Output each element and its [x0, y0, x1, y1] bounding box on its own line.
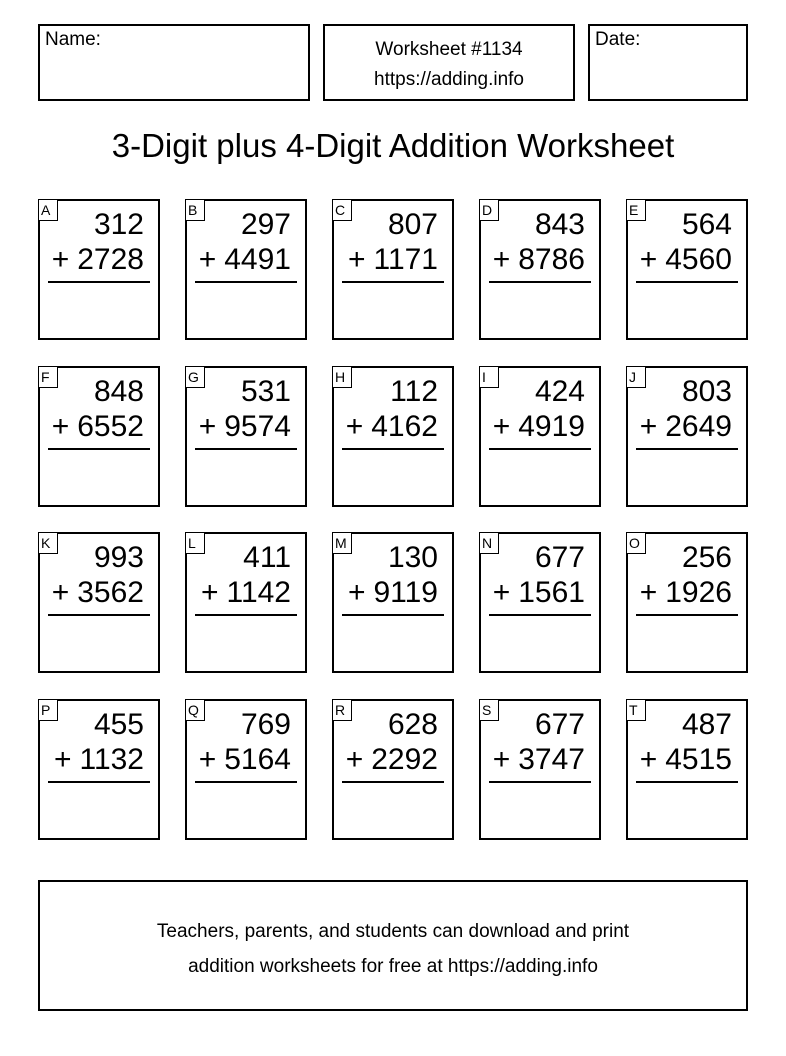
problem-label: S: [479, 699, 499, 721]
answer-line: [489, 448, 591, 450]
bottom-addend: 4919: [518, 410, 585, 443]
problem-label: C: [332, 199, 352, 221]
answer-line: [48, 614, 150, 616]
footer-box: [38, 880, 748, 1011]
problem-card: [479, 366, 601, 507]
problem-label: G: [185, 366, 205, 388]
answer-line: [342, 448, 444, 450]
bottom-addend: 1926: [665, 576, 732, 609]
top-addend: 769: [240, 708, 291, 741]
top-addend: 531: [240, 375, 291, 408]
plus-operator: +: [198, 743, 217, 776]
problem-label: F: [38, 366, 58, 388]
top-addend: 312: [93, 208, 144, 241]
problem-card: [38, 532, 160, 673]
top-addend: 487: [681, 708, 732, 741]
answer-line: [48, 448, 150, 450]
problem-label: J: [626, 366, 646, 388]
problem-label: B: [185, 199, 205, 221]
plus-operator: +: [345, 743, 364, 776]
problem-label: E: [626, 199, 646, 221]
problem-card: [38, 366, 160, 507]
bottom-addend-line: [52, 243, 144, 277]
problem-label: Q: [185, 699, 205, 721]
problem-card: [332, 532, 454, 673]
bottom-addend: 4491: [224, 243, 291, 276]
website-link[interactable]: https://adding.info: [374, 69, 524, 90]
problem-label: I: [479, 366, 499, 388]
problem-card: [626, 532, 748, 673]
bottom-addend: 3747: [518, 743, 585, 776]
bottom-addend: 6552: [77, 410, 144, 443]
problem-card: [332, 699, 454, 840]
bottom-addend-line: [52, 576, 144, 610]
bottom-addend-line: [348, 243, 438, 277]
footer-line-2: addition worksheets for free at https://adding.info: [188, 956, 598, 977]
answer-line: [195, 614, 297, 616]
bottom-addend-line: [199, 743, 291, 777]
bottom-addend-line: [493, 576, 585, 610]
problem-card: [479, 532, 601, 673]
plus-operator: +: [198, 410, 217, 443]
plus-operator: +: [492, 243, 511, 276]
bottom-addend-line: [199, 410, 291, 444]
bottom-addend: 9119: [373, 576, 438, 609]
plus-operator: +: [53, 743, 72, 776]
problem-label: L: [185, 532, 205, 554]
bottom-addend-line: [493, 743, 585, 777]
bottom-addend: 1142: [226, 576, 291, 609]
top-addend: 256: [681, 541, 732, 574]
plus-operator: +: [492, 743, 511, 776]
problem-card: [626, 199, 748, 340]
problem-label: M: [332, 532, 352, 554]
plus-operator: +: [347, 243, 366, 276]
answer-line: [489, 281, 591, 283]
answer-line: [195, 781, 297, 783]
plus-operator: +: [639, 243, 658, 276]
problem-card: [185, 366, 307, 507]
bottom-addend: 3562: [77, 576, 144, 609]
bottom-addend-line: [348, 576, 438, 610]
bottom-addend-line: [640, 243, 732, 277]
top-addend: 848: [93, 375, 144, 408]
top-addend: 993: [93, 541, 144, 574]
problem-card: [332, 199, 454, 340]
bottom-addend-line: [640, 743, 732, 777]
answer-line: [489, 781, 591, 783]
top-addend: 130: [387, 541, 438, 574]
plus-operator: +: [639, 410, 658, 443]
bottom-addend-line: [493, 410, 585, 444]
top-addend: 564: [681, 208, 732, 241]
plus-operator: +: [51, 576, 70, 609]
answer-line: [48, 781, 150, 783]
plus-operator: +: [492, 576, 511, 609]
page-title: 3-Digit plus 4-Digit Addition Worksheet: [111, 127, 675, 164]
bottom-addend: 4515: [665, 743, 732, 776]
bottom-addend: 5164: [224, 743, 291, 776]
problem-label: D: [479, 199, 499, 221]
bottom-addend: 1171: [373, 243, 438, 276]
top-addend: 297: [240, 208, 291, 241]
answer-line: [195, 281, 297, 283]
answer-line: [195, 448, 297, 450]
problem-label: R: [332, 699, 352, 721]
top-addend: 677: [534, 541, 585, 574]
answer-line: [636, 281, 738, 283]
plus-operator: +: [347, 576, 366, 609]
answer-line: [489, 614, 591, 616]
name-label: Name:: [45, 29, 101, 50]
problem-card: [479, 199, 601, 340]
date-field-box: [588, 24, 748, 101]
problem-label: T: [626, 699, 646, 721]
plus-operator: +: [198, 243, 217, 276]
problem-card: [185, 199, 307, 340]
answer-line: [636, 448, 738, 450]
plus-operator: +: [639, 743, 658, 776]
answer-line: [342, 781, 444, 783]
bottom-addend: 2292: [371, 743, 438, 776]
bottom-addend-line: [346, 743, 438, 777]
top-addend: 807: [387, 208, 438, 241]
bottom-addend: 4162: [371, 410, 438, 443]
bottom-addend: 4560: [665, 243, 732, 276]
date-label: Date:: [595, 29, 641, 50]
bottom-addend-line: [493, 243, 585, 277]
bottom-addend: 9574: [224, 410, 291, 443]
worksheet-info-box: [323, 24, 575, 101]
top-addend: 112: [390, 375, 438, 408]
answer-line: [342, 281, 444, 283]
bottom-addend-line: [640, 410, 732, 444]
top-addend: 677: [534, 708, 585, 741]
problem-label: H: [332, 366, 352, 388]
answer-line: [342, 614, 444, 616]
problem-card: [626, 366, 748, 507]
problem-card: [38, 199, 160, 340]
plus-operator: +: [200, 576, 219, 609]
answer-line: [636, 614, 738, 616]
bottom-addend: 1561: [518, 576, 585, 609]
problem-card: [626, 699, 748, 840]
answer-line: [48, 281, 150, 283]
top-addend: 628: [387, 708, 438, 741]
bottom-addend: 2728: [77, 243, 144, 276]
worksheet-number: Worksheet #1134: [375, 39, 523, 60]
footer-line-1: Teachers, parents, and students can download and print: [156, 921, 630, 942]
problem-label: P: [38, 699, 58, 721]
answer-line: [636, 781, 738, 783]
top-addend: 803: [681, 375, 732, 408]
bottom-addend: 2649: [665, 410, 732, 443]
problem-card: [38, 699, 160, 840]
plus-operator: +: [639, 576, 658, 609]
name-field-box: [38, 24, 310, 101]
problem-card: [185, 532, 307, 673]
bottom-addend-line: [640, 576, 732, 610]
plus-operator: +: [51, 243, 70, 276]
top-addend: 411: [243, 541, 291, 574]
problem-card: [185, 699, 307, 840]
bottom-addend-line: [199, 243, 291, 277]
plus-operator: +: [51, 410, 70, 443]
problem-card: [332, 366, 454, 507]
plus-operator: +: [345, 410, 364, 443]
bottom-addend-line: [54, 743, 144, 777]
top-addend: 843: [534, 208, 585, 241]
problem-label: O: [626, 532, 646, 554]
problem-label: N: [479, 532, 499, 554]
bottom-addend-line: [201, 576, 291, 610]
bottom-addend-line: [52, 410, 144, 444]
top-addend: 455: [93, 708, 144, 741]
bottom-addend-line: [346, 410, 438, 444]
problem-label: K: [38, 532, 58, 554]
bottom-addend: 1132: [79, 743, 144, 776]
plus-operator: +: [492, 410, 511, 443]
bottom-addend: 8786: [518, 243, 585, 276]
problem-card: [479, 699, 601, 840]
problem-label: A: [38, 199, 58, 221]
top-addend: 424: [534, 375, 585, 408]
